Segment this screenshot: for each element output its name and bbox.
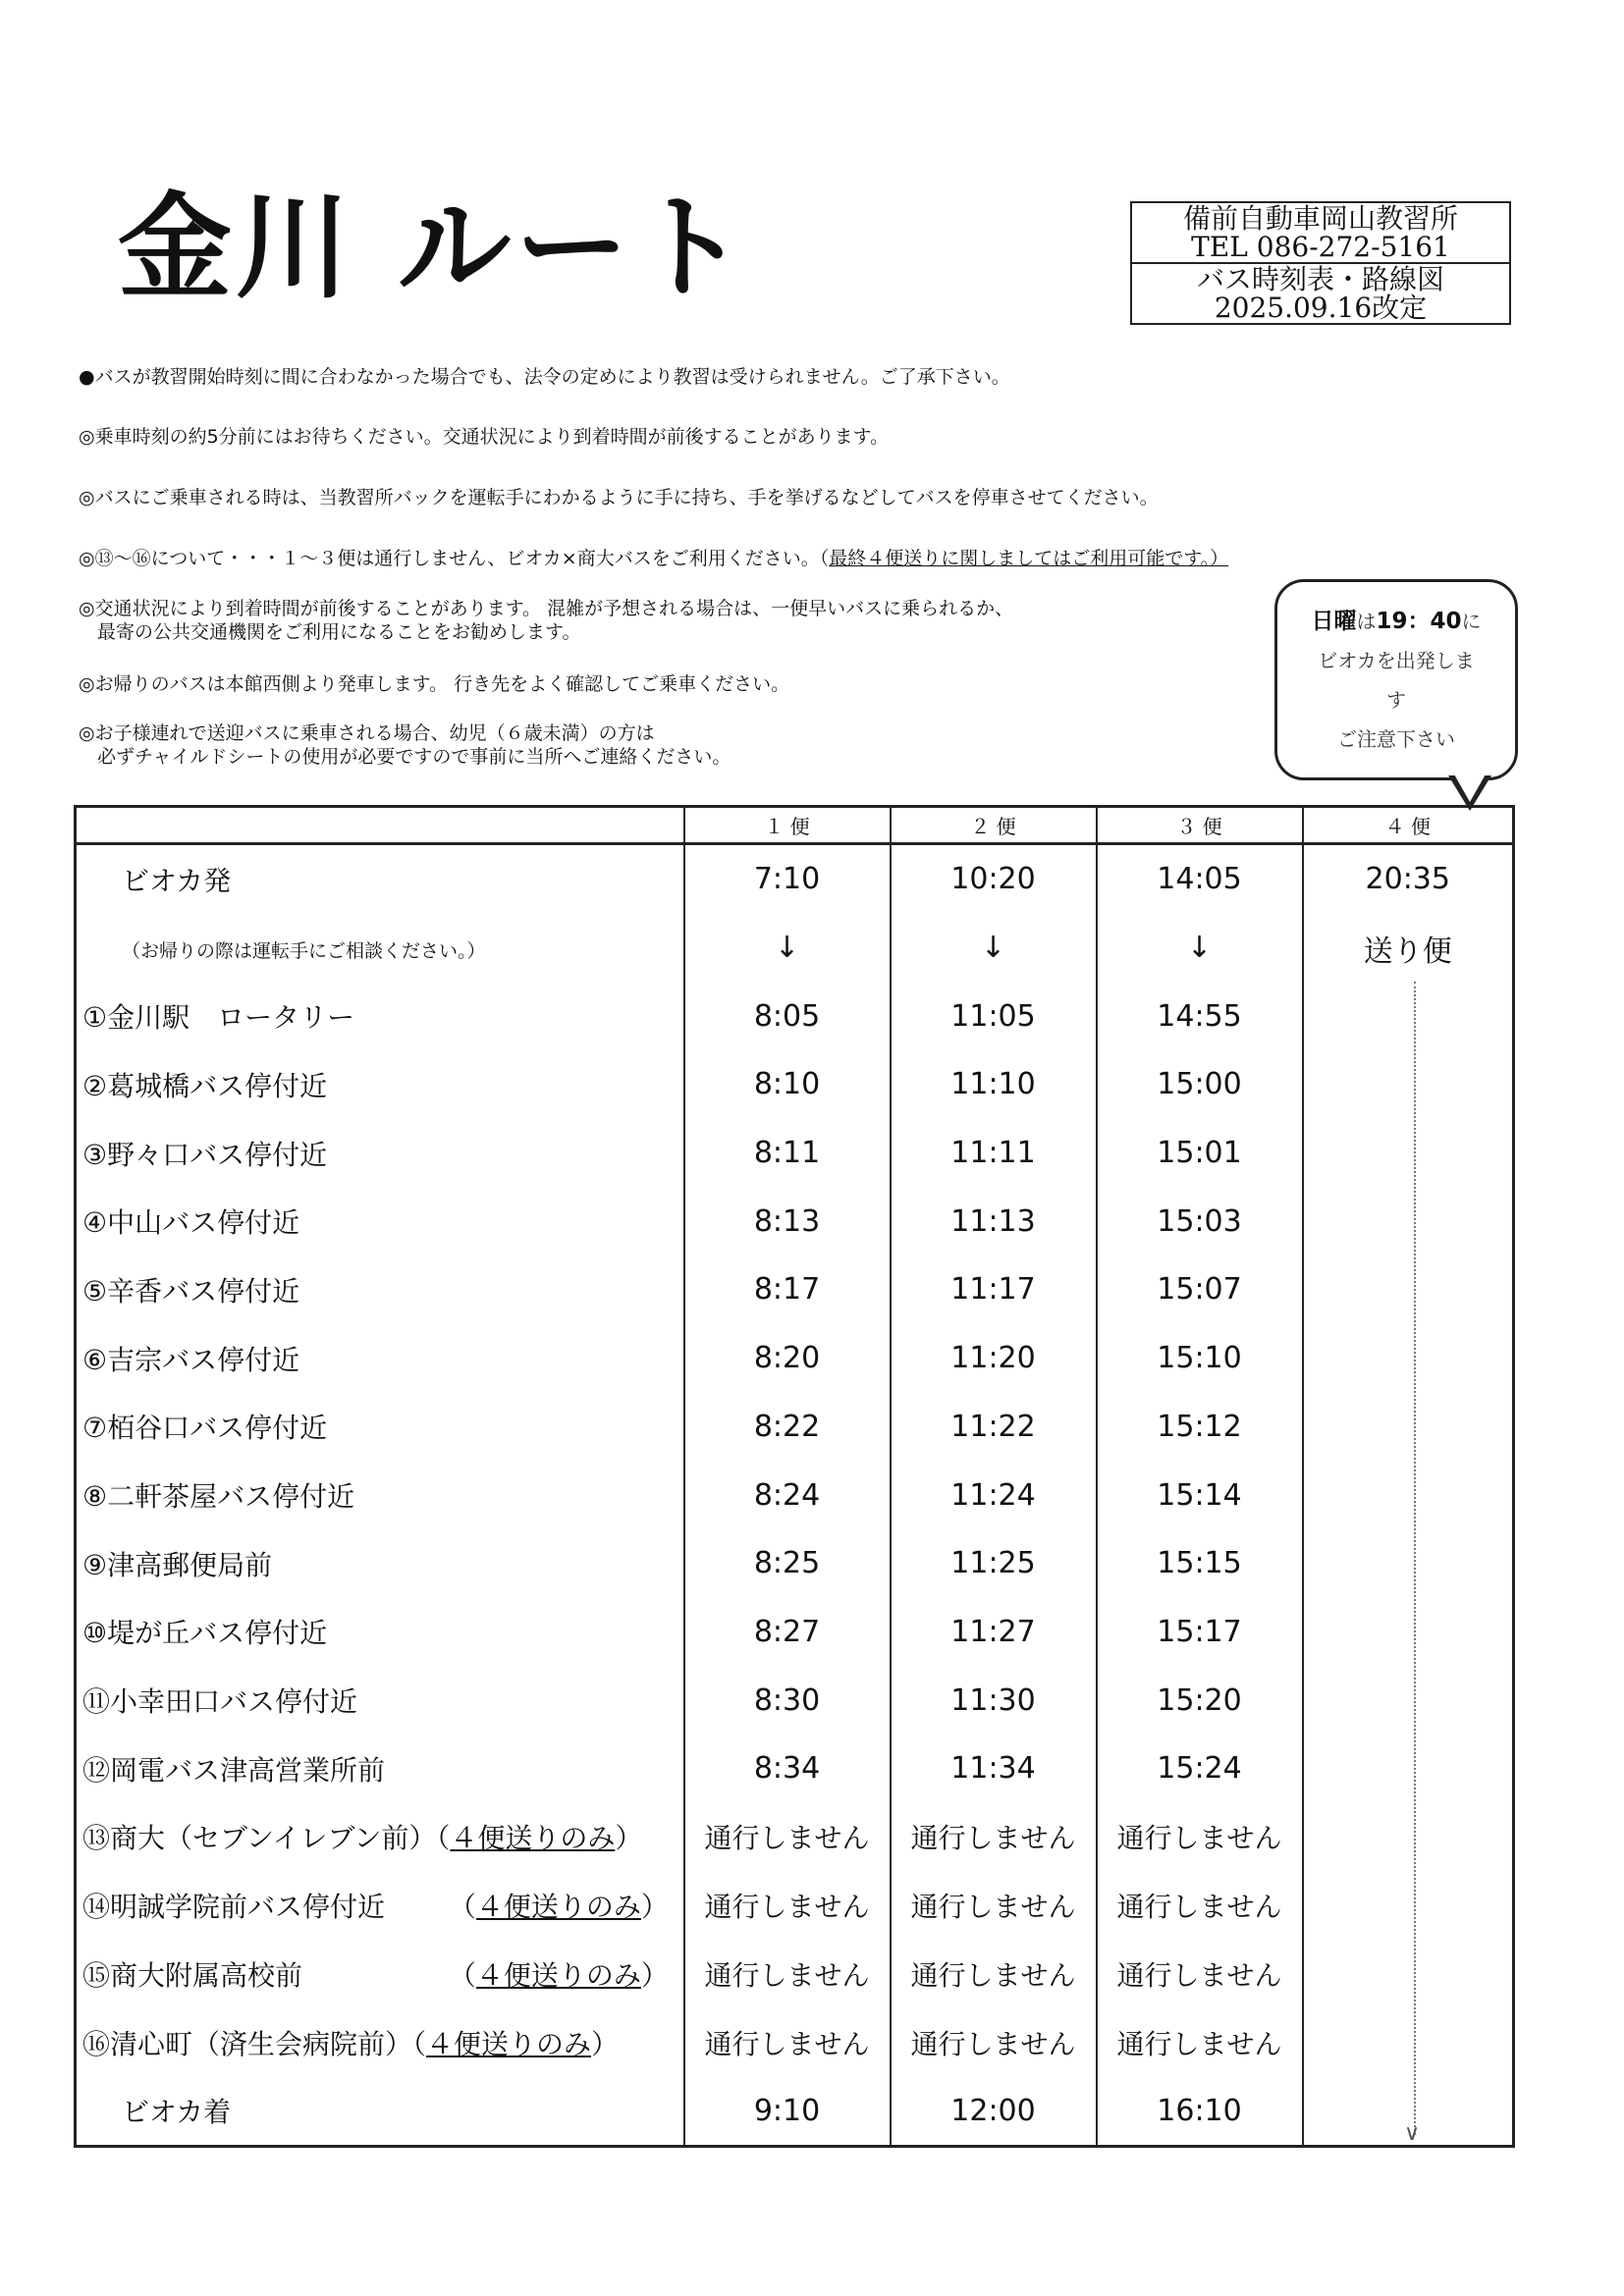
- trip-4-dotted-line: [1414, 982, 1416, 2135]
- stop-time: 8:17: [684, 1255, 891, 1324]
- arrival-time: 9:10: [684, 2076, 891, 2146]
- trip-4-cell: [1303, 982, 1514, 1050]
- stop-time: 11:11: [891, 1119, 1097, 1188]
- departure-time: 14:05: [1097, 844, 1303, 914]
- stop-time: 15:01: [1097, 1119, 1303, 1188]
- revision-date: 2025.09.16改定: [1214, 292, 1428, 324]
- trip-4-cell: [1303, 1393, 1514, 1462]
- header-trip-1: １ 便: [684, 807, 891, 844]
- stop-label: ビオカ着: [122, 2096, 232, 2129]
- stop-time: 11:20: [891, 1324, 1097, 1393]
- stop-name: [76, 844, 684, 914]
- not-serviced: 通行しません: [684, 1871, 891, 1940]
- stop-time: 11:13: [891, 1187, 1097, 1255]
- trip-4-only-tag: ４便送りのみ: [450, 1822, 616, 1855]
- stop-label: ）: [615, 1822, 643, 1855]
- document-name: バス時刻表・路線図: [1196, 263, 1444, 295]
- notice-item: 必ずチャイルドシートの使用が必要ですので事前に当所へご連絡ください。: [79, 746, 731, 768]
- notice-item: ◎お子様連れで送迎バスに乗車される場合、幼児（６歳未満）の方は: [79, 722, 655, 744]
- trip-4-cell: [1303, 2008, 1514, 2077]
- notice-text: ◎⑬～⑯について・・・１～３便は通行しません、ビオカ×商大バスをご利用ください。（: [79, 548, 830, 569]
- stop-label: ビオカ発: [122, 864, 232, 897]
- stop-label: ）: [640, 1891, 669, 1924]
- trip-4-only-tag: ４便送りのみ: [475, 1958, 641, 1992]
- stop-time: 14:55: [1097, 982, 1303, 1050]
- header-trip-2: ２ 便: [891, 807, 1097, 844]
- arrival-row: [76, 2076, 1514, 2146]
- stop-row: [76, 982, 1514, 1050]
- not-serviced: 通行しません: [891, 1940, 1097, 2008]
- stop-time: 15:12: [1097, 1393, 1303, 1462]
- direction-mark: 送り便: [1303, 914, 1514, 983]
- stop-name: ⑧二軒茶屋バス停付近: [76, 1461, 684, 1529]
- stop-name: [76, 2008, 684, 2077]
- stop-label: ⑭明誠学院前バス停付近 （: [82, 1891, 476, 1924]
- stop-time: 11:05: [891, 982, 1097, 1050]
- stop-row: [76, 1735, 1514, 1803]
- trip-4-cell: [1303, 1461, 1514, 1529]
- bubble-line: [1277, 602, 1515, 641]
- trip-4-cell: [1303, 1803, 1514, 1872]
- not-serviced: 通行しません: [891, 1871, 1097, 1940]
- stop-name: ⑥吉宗バス停付近: [76, 1324, 684, 1393]
- stop-time: 8:05: [684, 982, 891, 1050]
- stop-time: 15:14: [1097, 1461, 1303, 1529]
- stop-name: ⑫岡電バス津高営業所前: [76, 1735, 684, 1803]
- notice-item: ◎交通状況により到着時間が前後することがあります。 混雑が予想される場合は、一便早いバスに乗られるか、: [79, 598, 1014, 619]
- stop-name: ③野々口バス停付近: [76, 1119, 684, 1188]
- stop-time: 11:10: [891, 1050, 1097, 1119]
- bubble-text: に: [1461, 610, 1482, 633]
- stop-label: ⑬商大（セブンイレブン前）（: [82, 1822, 451, 1855]
- not-serviced: 通行しません: [1097, 2008, 1303, 2077]
- restricted-stop-row: [76, 2008, 1514, 2077]
- stop-name: ⑩堤が丘バス停付近: [76, 1598, 684, 1667]
- stop-row: [76, 1255, 1514, 1324]
- school-info-box: [1130, 201, 1511, 325]
- stop-time: 15:00: [1097, 1050, 1303, 1119]
- not-serviced: 通行しません: [684, 2008, 891, 2077]
- not-serviced: 通行しません: [684, 1940, 891, 2008]
- stop-name: ②葛城橋バス停付近: [76, 1050, 684, 1119]
- stop-name: ①金川駅 ロータリー: [76, 982, 684, 1050]
- stop-row: [76, 1119, 1514, 1188]
- stop-time: 15:10: [1097, 1324, 1303, 1393]
- not-serviced: 通行しません: [1097, 1871, 1303, 1940]
- trip-4-cell: [1303, 1324, 1514, 1393]
- stop-time: 11:27: [891, 1598, 1097, 1667]
- bubble-line: ご注意下さい: [1337, 727, 1455, 751]
- company-name: 備前自動車岡山教習所: [1182, 202, 1458, 235]
- notice-item: [79, 547, 1228, 570]
- stop-row: [76, 1529, 1514, 1598]
- departure-time: 7:10: [684, 844, 891, 914]
- stop-time: 8:22: [684, 1393, 891, 1462]
- stop-label: ）: [591, 2027, 620, 2060]
- trip-4-cell: [1303, 1119, 1514, 1188]
- stop-name: [76, 914, 684, 983]
- not-serviced: 通行しません: [891, 2008, 1097, 2077]
- stop-name: [76, 1940, 684, 2008]
- trip-4-cell: [1303, 1666, 1514, 1735]
- trip-4-cell: [1303, 1529, 1514, 1598]
- notice-item: ◎乗車時刻の約5分前にはお待ちください。交通状況により到着時間が前後することがあります。: [79, 426, 890, 448]
- arrival-time: 12:00: [891, 2076, 1097, 2146]
- not-serviced: 通行しません: [891, 1803, 1097, 1872]
- stop-time: 8:30: [684, 1666, 891, 1735]
- stop-time: 8:25: [684, 1529, 891, 1598]
- stop-label: ⑯清心町（済生会病院前）（: [82, 2027, 427, 2060]
- notice-item: ◎バスにご乗車される時は、当教習所バックを運転手にわかるように手に持ち、手を挙げるなどしてバスを停車させてください。: [79, 487, 1159, 508]
- stop-time: 8:27: [684, 1598, 891, 1667]
- restricted-stop-row: [76, 1871, 1514, 1940]
- direction-mark: ↓: [1097, 914, 1303, 983]
- not-serviced: 通行しません: [1097, 1940, 1303, 2008]
- stop-time: 11:34: [891, 1735, 1097, 1803]
- header-trip-3: ３ 便: [1097, 807, 1303, 844]
- direction-mark: ↓: [684, 914, 891, 983]
- restricted-stop-row: [76, 1803, 1514, 1872]
- stop-time: 8:34: [684, 1735, 891, 1803]
- stop-row: [76, 1187, 1514, 1255]
- stop-row: [76, 1666, 1514, 1735]
- stop-row: [76, 1324, 1514, 1393]
- arrival-time: 16:10: [1097, 2076, 1303, 2146]
- stop-name: [76, 2076, 684, 2146]
- stop-time: 15:07: [1097, 1255, 1303, 1324]
- stop-time: 11:30: [891, 1666, 1097, 1735]
- trip-4-cell: [1303, 1050, 1514, 1119]
- trip-4-only-tag: ４便送りのみ: [426, 2027, 592, 2060]
- stop-label: ⑮商大附属高校前 （: [82, 1958, 476, 1992]
- stop-row: [76, 1393, 1514, 1462]
- not-serviced: 通行しません: [684, 1803, 891, 1872]
- stop-name: [76, 1871, 684, 1940]
- bubble-text: は: [1356, 610, 1377, 633]
- stop-time: 15:17: [1097, 1598, 1303, 1667]
- stop-name: ⑪小幸田口バス停付近: [76, 1666, 684, 1735]
- contact-cell: [1132, 203, 1509, 262]
- not-serviced: 通行しません: [1097, 1803, 1303, 1872]
- trip-4-only-tag: ４便送りのみ: [475, 1891, 641, 1924]
- stop-name: ⑤辛香バス停付近: [76, 1255, 684, 1324]
- trip-4-cell: [1303, 1598, 1514, 1667]
- direction-mark: ↓: [891, 914, 1097, 983]
- stop-time: 15:24: [1097, 1735, 1303, 1803]
- stop-time: 11:24: [891, 1461, 1097, 1529]
- stop-time: 8:10: [684, 1050, 891, 1119]
- stop-time: 15:03: [1097, 1187, 1303, 1255]
- trip-4-cell: [1303, 1940, 1514, 2008]
- trip-4-cell: [1303, 1735, 1514, 1803]
- header-row: [76, 807, 1514, 844]
- bubble-line: ビオカを出発しま: [1318, 649, 1475, 672]
- departure-time: 10:20: [891, 844, 1097, 914]
- trip-4-cell: [1303, 1187, 1514, 1255]
- return-note-row: [76, 914, 1514, 983]
- stop-name: ⑨津高郵便局前: [76, 1529, 684, 1598]
- departure-row: [76, 844, 1514, 914]
- bubble-line: す: [1386, 688, 1406, 712]
- notice-item: ◎お帰りのバスは本館西側より発車します。 行き先をよく確認してご乗車ください。: [79, 673, 790, 695]
- notice-underlined-text: 最終４便送りに関しましてはご利用可能です。）: [829, 548, 1229, 569]
- stop-label: ）: [640, 1958, 669, 1992]
- stop-time: 8:11: [684, 1119, 891, 1188]
- stop-time: 8:20: [684, 1324, 891, 1393]
- page-title: 金川 ルート: [118, 182, 751, 314]
- stop-time: 11:22: [891, 1393, 1097, 1462]
- sunday-notice-bubble: [1274, 579, 1518, 780]
- stop-row: [76, 1598, 1514, 1667]
- stop-name: ④中山バス停付近: [76, 1187, 684, 1255]
- stop-time: 8:24: [684, 1461, 891, 1529]
- return-note: （お帰りの際は運転手にご相談ください。）: [122, 940, 486, 963]
- notice-item: 最寄の公共交通機関をご利用になることをお勧めします。: [79, 621, 581, 643]
- down-arrow-icon: ∨: [1404, 2121, 1421, 2146]
- restricted-stop-row: [76, 1940, 1514, 2008]
- stop-time: 11:17: [891, 1255, 1097, 1324]
- departure-time: 20:35: [1303, 844, 1514, 914]
- stop-name: ⑦栢谷口バス停付近: [76, 1393, 684, 1462]
- timetable: [74, 805, 1515, 2148]
- trip-4-cell: [1303, 1255, 1514, 1324]
- stop-name: [76, 1803, 684, 1872]
- stop-time: 15:20: [1097, 1666, 1303, 1735]
- stop-row: [76, 1050, 1514, 1119]
- stop-time: 15:15: [1097, 1529, 1303, 1598]
- stop-time: 8:13: [684, 1187, 891, 1255]
- stop-row: [76, 1461, 1514, 1529]
- header-stop: [76, 807, 684, 844]
- document-cell: [1132, 262, 1509, 324]
- trip-4-cell: [1303, 1871, 1514, 1940]
- phone-number: TEL 086-272-5161: [1191, 231, 1450, 263]
- bubble-time: 19：40: [1376, 609, 1462, 634]
- stop-time: 11:25: [891, 1529, 1097, 1598]
- bubble-day: 日曜: [1311, 609, 1357, 634]
- header-trip-4: ４ 便: [1303, 807, 1514, 844]
- notice-item: ●バスが教習開始時刻に間に合わなかった場合でも、法令の定めにより教習は受けられません。ご了承下さい。: [79, 366, 1010, 388]
